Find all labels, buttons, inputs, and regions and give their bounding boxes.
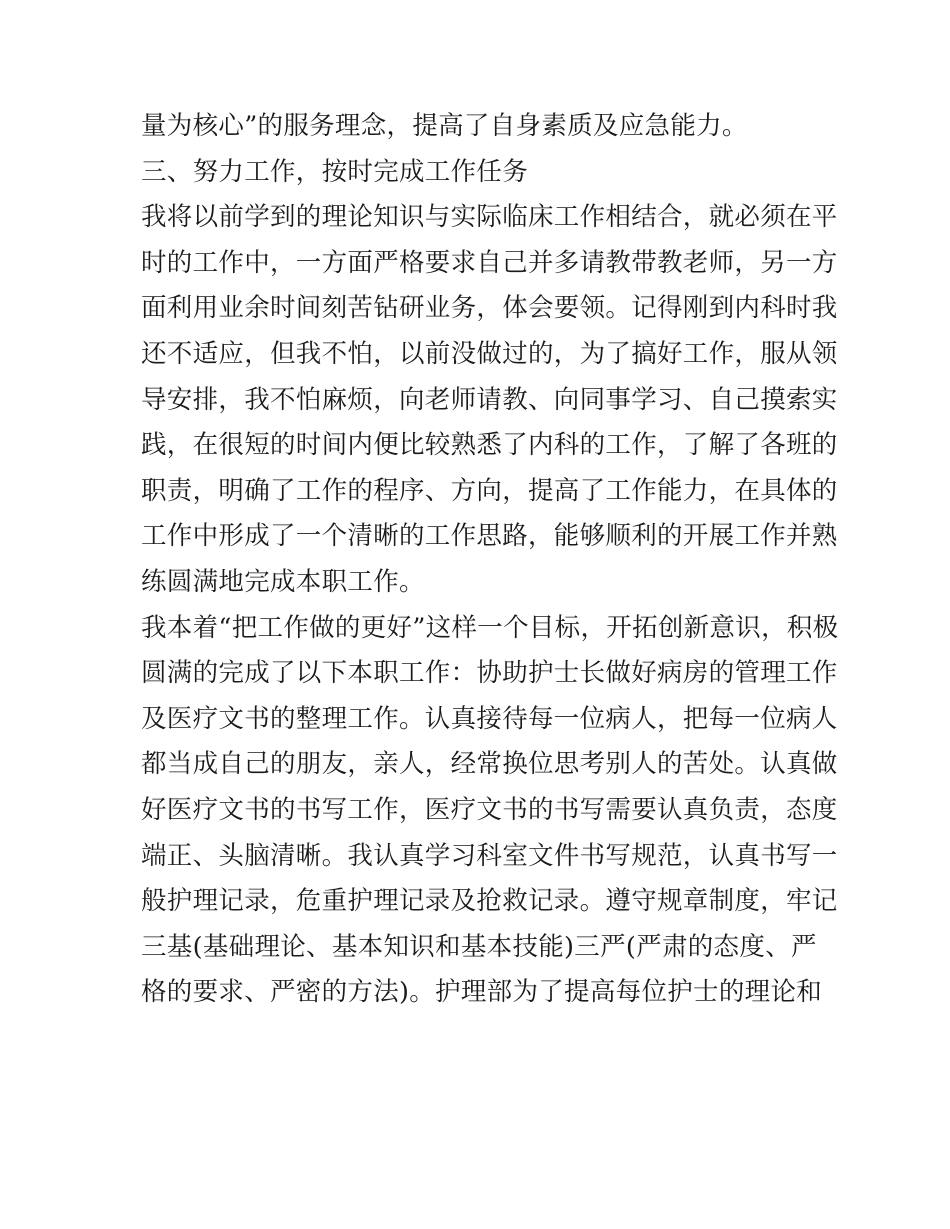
text-line-14: 及医疗文书的整理工作。认真接待每一位病人，把每一位病人: [141, 703, 838, 734]
text-line-13: 圆满的完成了以下本职工作：协助护士长做好病房的管理工作: [141, 658, 838, 689]
text-line-8: 践，在很短的时间内便比较熟悉了内科的工作，了解了各班的: [141, 430, 838, 461]
text-line-20: 格的要求、严密的方法)。护理部为了提高每位护士的理论和: [141, 977, 823, 1008]
section-heading: 三、努力工作，按时完成工作任务: [141, 156, 529, 187]
text-line-10: 工作中形成了一个清晰的工作思路，能够顺利的开展工作并熟: [141, 521, 838, 552]
text-line-1: 量为核心”的服务理念，提高了自身素质及应急能力。: [141, 111, 748, 141]
text-line-11: 练圆满地完成本职工作。: [141, 566, 425, 597]
text-line-9: 职责，明确了工作的程序、方向，提高了工作能力，在具体的: [141, 475, 838, 506]
text-line-15: 都当成自己的朋友，亲人，经常换位思考别人的苦处。认真做: [141, 749, 838, 780]
text-line-6: 还不适应，但我不怕，以前没做过的，为了搞好工作，服从领: [141, 338, 838, 369]
text-line-17: 端正、头脑清晰。我认真学习科室文件书写规范，认真书写一: [141, 840, 838, 871]
text-line-3: 我将以前学到的理论知识与实际临床工作相结合，就必须在平: [141, 202, 838, 233]
text-line-7: 导安排，我不怕麻烦，向老师请教、向同事学习、自己摸索实: [141, 384, 838, 415]
text-line-18: 般护理记录，危重护理记录及抢救记录。遵守规章制度，牢记: [141, 886, 838, 917]
text-line-12: 我本着“把工作做的更好”这样一个目标，开拓创新意识，积极: [141, 612, 839, 643]
text-line-16: 好医疗文书的书写工作，医疗文书的书写需要认真负责，态度: [141, 794, 838, 825]
text-line-5: 面利用业余时间刻苦钻研业务，体会要领。记得刚到内科时我: [141, 293, 838, 324]
text-line-4: 时的工作中，一方面严格要求自己并多请教带教老师，另一方: [141, 247, 838, 278]
document-body: [141, 104, 839, 1016]
text-line-19: 三基(基础理论、基本知识和基本技能)三严(严肃的态度、严: [141, 931, 817, 962]
